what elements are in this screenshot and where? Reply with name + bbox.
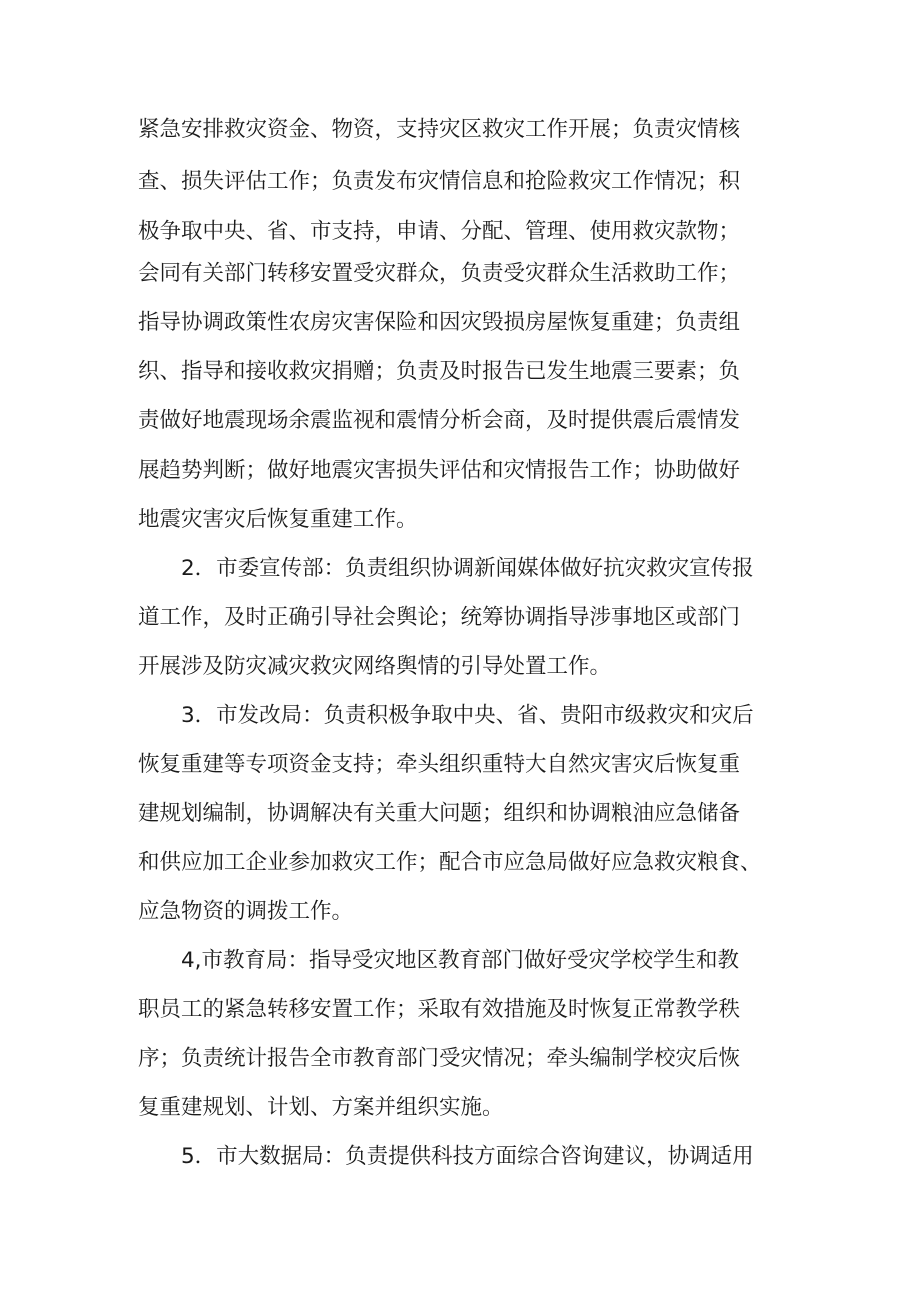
section-5-first-line: 5．市大数据局：负责提供科技方面综合咨询建议，协调适用 <box>181 1144 754 1169</box>
body-text-line: 责做好地震现场余震监视和震情分析会商，及时提供震后震情发 <box>138 408 741 433</box>
body-text-line: 极争取中央、省、市支持，申请、分配、管理、使用救灾款物； <box>138 219 741 244</box>
body-text-line: 恢复重建等专项资金支持；牵头组织重特大自然灾害灾后恢复重 <box>138 752 741 777</box>
body-text-line: 紧急安排救灾资金、物资，支持灾区救灾工作开展；负责灾情核 <box>138 117 741 142</box>
body-text-line: 道工作，及时正确引导社会舆论；统筹协调指导涉事地区或部门 <box>138 605 741 630</box>
body-text-line: 开展涉及防灾减灾救灾网络舆情的引导处置工作。 <box>138 654 612 679</box>
body-text-line: 建规划编制，协调解决有关重大问题；组织和协调粮油应急储备 <box>138 801 741 826</box>
body-text-line: 职员工的紧急转移安置工作；采取有效措施及时恢复正常教学秩 <box>138 997 741 1022</box>
body-text-line: 织、指导和接收救灾捐赠；负责及时报告已发生地震三要素；负 <box>138 359 741 384</box>
body-text-line: 复重建规划、计划、方案并组织实施。 <box>138 1095 504 1120</box>
body-text-line: 序；负责统计报告全市教育部门受灾情况；牵头编制学校灾后恢 <box>138 1046 741 1071</box>
body-text-line: 会同有关部门转移安置受灾群众，负责受灾群众生活救助工作； <box>138 261 741 286</box>
body-text-line: 和供应加工企业参加救灾工作；配合市应急局做好应急救灾粮食、 <box>138 850 762 875</box>
body-text-line: 展趋势判断；做好地震灾害损失评估和灾情报告工作；协助做好 <box>138 458 741 483</box>
body-text-line: 指导协调政策性农房灾害保险和因灾毁损房屋恢复重建；负责组 <box>138 310 741 335</box>
body-text-line: 查、损失评估工作；负责发布灾情信息和抢险救灾工作情况；积 <box>138 169 741 194</box>
body-text-line: 应急物资的调拨工作。 <box>138 899 354 924</box>
section-3-first-line: 3．市发改局：负责积极争取中央、省、贵阳市级救灾和灾后 <box>181 703 754 728</box>
section-2-first-line: 2．市委宣传部：负责组织协调新闻媒体做好抗灾救灾宣传报 <box>181 556 754 581</box>
body-text-line: 地震灾害灾后恢复重建工作。 <box>138 507 418 532</box>
section-4-first-line: 4,市教育局：指导受灾地区教育部门做好受灾学校学生和教 <box>181 948 740 973</box>
